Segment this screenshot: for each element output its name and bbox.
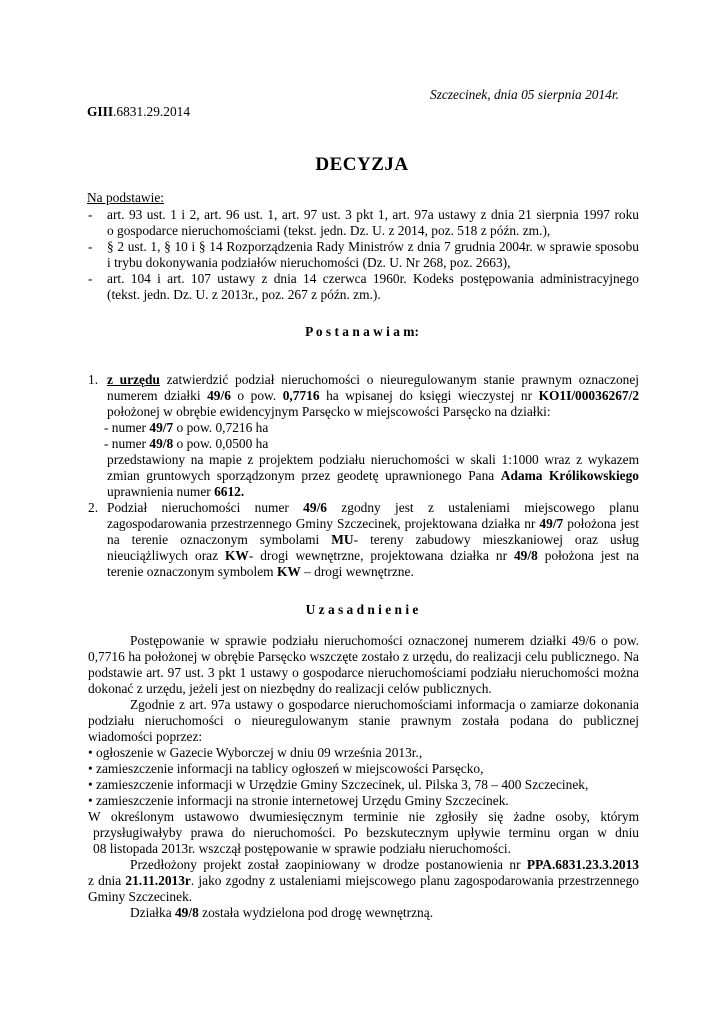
basis-item-3-line-2: (tekst. jedn. Dz. U. z 2013r., poz. 267 z późn. zm.).	[107, 287, 381, 302]
p1l5a: - numer	[104, 436, 150, 451]
just-p2-line-2: podziału nieruchomości o nieuregulowanym stanie prawnym została podana do publicznej	[88, 713, 639, 728]
symbol-kw: KW	[225, 548, 249, 563]
bullet-2: • zamieszczenie informacji na tablicy ogłoszeń w miejscowości Parsęcko,	[88, 761, 484, 776]
p2l3a: na terenie oznaczonym symbolami	[107, 532, 332, 547]
basis-dash-2: -	[88, 239, 93, 254]
p5c: została wydzielona pod drogę wewnętrzną.	[198, 905, 434, 920]
just-p2-line-3: wiadomości poprzez:	[88, 729, 203, 744]
point-1-line-4	[104, 420, 268, 436]
land-register-number: KO1I/00036267/2	[538, 388, 640, 403]
reference-prefix: GIII	[87, 104, 114, 119]
reference-number	[87, 104, 190, 120]
point-1-line-5	[104, 436, 268, 452]
basis-intro: Na podstawie:	[87, 190, 164, 205]
basis-item-2-line-2: i trybu dokonywania podziałów nieruchomości (Dz. U. Nr 268, poz. 2663),	[107, 255, 511, 270]
p2l2a: zagospodarowania przestrzennego Gminy Szczecinek, projektowana działka nr	[107, 516, 540, 531]
area-value: 0,7716	[282, 388, 320, 403]
p2l4e: położona jest na	[537, 548, 639, 563]
point-2-line-2	[107, 516, 639, 532]
point-1-line-1-text: zatwierdzić podział nieruchomości o nieuregulowanym stanie prawnym oznaczonej	[159, 372, 639, 387]
p1l2e: ha wpisanej do księgi wieczystej nr	[319, 388, 539, 403]
point-1-line-7	[107, 468, 639, 484]
basis-dash-1: -	[88, 207, 93, 222]
point-2-line-5	[107, 564, 414, 580]
p2l1a: Podział nieruchomości numer	[107, 500, 304, 515]
parcel-49-6: 49/6	[207, 388, 231, 403]
point-2-line-3	[107, 532, 639, 548]
p2l5c: – drogi wewnętrzne.	[300, 564, 414, 579]
just-p1-line-1: Postępowanie w sprawie podziału nieruchomości oznaczonej numerem działki 49/6 o pow.	[130, 633, 639, 648]
license-number: 6612.	[214, 484, 245, 499]
z-urzedu: z urzędu	[107, 372, 160, 387]
parcel-49-7: 49/7	[149, 420, 174, 435]
just-p3-line-3: 08 listopada 2013r. wszczął postępowanie w sprawie podziału nieruchomości.	[93, 841, 511, 856]
symbol-kw-2: KW	[276, 564, 301, 579]
ppa-number: PPA.6831.23.3.2013	[526, 857, 639, 872]
p1l4c: o pow. 0,7216 ha	[173, 420, 269, 435]
postanawiam-heading: P o s t a n a w i a m:	[305, 324, 419, 339]
just-p5	[130, 905, 433, 921]
ppa-date: 21.11.2013r	[125, 873, 191, 888]
just-p4-line-1	[130, 857, 639, 873]
basis-item-1-line-1: art. 93 ust. 1 i 2, art. 96 ust. 1, art. 97 ust. 3 pkt 1, art. 97a ustawy z dnia 21 sierpnia 1997 roku	[107, 207, 639, 222]
p2l4c: - drogi wewnętrzne, projektowana działka nr	[248, 548, 514, 563]
p4l1a: Przedłożony projekt został zaopiniowany w drodze postanowienia nr	[130, 857, 527, 872]
p5-parcel-49-8: 49/8	[174, 905, 199, 920]
point-1-line-6: przedstawiony na mapie z projektem podziału nieruchomości w skali 1:1000 wraz z wykazem	[107, 452, 639, 467]
bullet-1: • ogłoszenie w Gazecie Wyborczej w dniu 09 września 2013r.,	[88, 745, 423, 760]
p2l1c: zgodny jest z ustaleniami miejscowego planu	[326, 500, 639, 515]
point-2-line-1	[107, 500, 639, 516]
p4l2a: z dnia	[88, 873, 126, 888]
p2-parcel-49-6: 49/6	[303, 500, 327, 515]
point-1-line-3: położonej w obrębie ewidencyjnym Parsęcko w miejscowości Parsęcko na działki:	[107, 404, 551, 419]
reference-suffix: .6831.29.2014	[113, 104, 191, 119]
p1l2a: numerem działki	[107, 388, 208, 403]
just-p1-line-2: 0,7716 ha położonej w obrębie Parsęcko wszczęte zostało z urzędu, do realizacji celu publicznego. Na	[88, 649, 639, 664]
place-date: Szczecinek, dnia 05 sierpnia 2014r.	[430, 87, 619, 102]
just-p2-line-1: Zgodnie z art. 97a ustawy o gospodarce nieruchomościami informacja o zamiarze dokonania	[130, 697, 639, 712]
p1l8a: uprawnienia numer	[107, 484, 215, 499]
p1l2c: o pow.	[230, 388, 283, 403]
basis-dash-3: -	[88, 271, 93, 286]
bullet-3: • zamieszczenie informacji w Urzędzie Gminy Szczecinek, ul. Pilska 3, 78 – 400 Szczecinek,	[88, 777, 589, 792]
parcel-49-8: 49/8	[149, 436, 174, 451]
uzasadnienie-heading: U z a s a d n i e n i e	[305, 602, 419, 617]
just-p4-line-2	[88, 873, 639, 889]
point-2-number: 2.	[88, 500, 99, 515]
p2-parcel-49-8: 49/8	[513, 548, 538, 563]
p4l2c: . jako zgodny z ustaleniami miejscowego planu zagospodarowania przestrzennego	[190, 873, 639, 888]
p5a: Działka	[130, 905, 175, 920]
basis-item-1-line-2: o gospodarce nieruchomościami (tekst. jedn. Dz. U. z 2014, poz. 518 z późn. zm.),	[107, 223, 551, 238]
p2-parcel-49-7: 49/7	[539, 516, 564, 531]
surveyor-name: Adama Królikowskiego	[500, 468, 639, 483]
p1l5c: o pow. 0,0500 ha	[173, 436, 269, 451]
p2l5a: terenie oznaczonym symbolem	[107, 564, 277, 579]
just-p4-line-3: Gminy Szczecinek.	[88, 889, 193, 904]
bullet-4: • zamieszczenie informacji na stronie internetowej Urzędu Gminy Szczecinek.	[88, 793, 509, 808]
point-1-line-8	[107, 484, 244, 500]
point-1-line-2	[107, 388, 639, 404]
p2l3c: - tereny zabudowy mieszkaniowej oraz usług	[353, 532, 639, 547]
basis-item-3-line-1: art. 104 i art. 107 ustawy z dnia 14 czerwca 1960r. Kodeks postępowania administracyjnego	[107, 271, 639, 286]
point-1-line-1	[107, 372, 639, 388]
just-p3-line-1: W określonym ustawowo dwumiesięcznym terminie nie zgłosiły się żadne osoby, którym	[88, 809, 639, 824]
just-p1-line-3: podstawie art. 97 ust. 3 pkt 1 ustawy o gospodarce nieruchomościami podziału nieruchomości można	[88, 665, 639, 680]
symbol-mu: MU	[331, 532, 354, 547]
point-1-number: 1.	[88, 372, 99, 387]
p2l2c: położona jest	[563, 516, 639, 531]
just-p3-line-2: przysługiwałyby prawa do nieruchomości. Po bezskutecznym upływie terminu organ w dniu	[93, 825, 639, 840]
p1l4a: - numer	[104, 420, 150, 435]
just-p1-line-4: dokonać z urzędu, jeżeli jest on niezbędny do realizacji celów publicznych.	[88, 681, 492, 696]
point-2-line-4	[107, 548, 639, 564]
basis-item-2-line-1: § 2 ust. 1, § 10 i § 14 Rozporządzenia Rady Ministrów z dnia 7 grudnia 2004r. w sprawie sposobu	[107, 239, 639, 254]
p2l4a: nieuciążliwych oraz	[107, 548, 225, 563]
document-title: DECYZJA	[315, 154, 409, 175]
p1l7a: zmian gruntowych sporządzonym przez geodetę uprawnionego Pana	[107, 468, 501, 483]
